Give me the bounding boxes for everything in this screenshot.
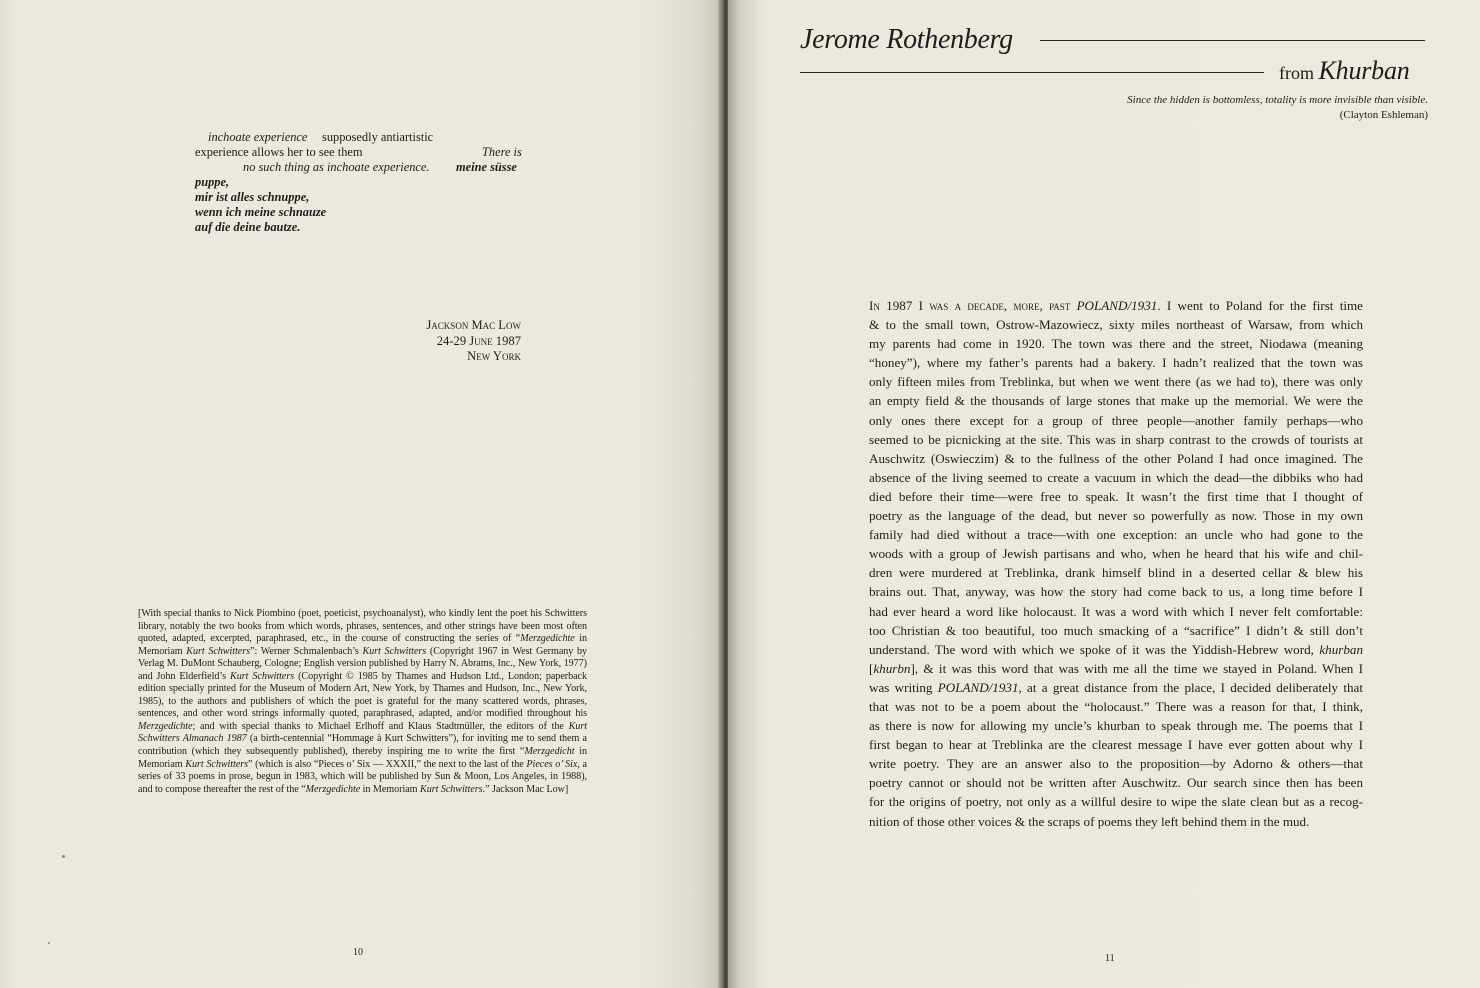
signature-block — [360, 318, 521, 365]
paper-speck — [48, 942, 50, 944]
poem-line-2b: There is — [482, 145, 522, 159]
poem-line-1a: inchoate experience — [208, 130, 308, 144]
prose-line: an empty field & the thousands of large stones that make up the memorial. We were the — [869, 393, 1363, 409]
prose-line: In 1987 I was a decade, more, past POLAND/1931. I went to Poland for the first time — [869, 298, 1363, 313]
prose-line: too Christian & too beautiful, too much smacking of a “sacrifice” I didn’t & still don’t — [869, 622, 1363, 638]
prose-line: write poetry. They are an answer also to the proposition—by Adorno & others—that — [869, 756, 1363, 772]
poem-line-3a: no such thing as inchoate experience. — [243, 160, 430, 174]
prose-line: “honey”), where my father’s parents had a bakery. I hadn’t realized that the town was — [869, 355, 1363, 371]
prose-line: for the origins of poetry, not only as a willful desire to wipe the slate clean but as a recog- — [869, 794, 1363, 810]
signature-date: 24-29 June 1987 — [436, 333, 521, 348]
poem-line-7: auf die deine bautze. — [195, 220, 301, 234]
prose-line: had ever heard a word like holocaust. It was a word with which I never felt comfortable: — [869, 603, 1363, 619]
prose-line: my parents had come in 1920. The town was there and the street, Niodawa (meaning — [869, 336, 1363, 352]
poem-line-6: wenn ich meine schnauze — [195, 205, 327, 219]
poem-line-4: puppe, — [195, 175, 230, 189]
prose-line: first began to hear at Treblinka are the clearest message I have ever gotten about why I — [869, 737, 1363, 753]
prose-body — [869, 296, 1363, 831]
prose-line: only ones there except for a group of three people—another family perhaps—who — [869, 412, 1363, 428]
prose-line: & to the small town, Ostrow-Mazowiecz, sixty miles northeast of Warsaw, from which — [869, 317, 1363, 333]
prose-line: nition of those other voices & the scraps of poems they left behind them in the mud. — [869, 813, 1310, 829]
prose-line: Auschwitz (Oswieczim) & to the fullness of the other Poland I had once imagined. The — [869, 450, 1363, 466]
signature-name: Jackson Mac Low — [426, 318, 521, 332]
prose-line: [khurbn], & it was this word that was with me all the time we stayed in Poland. When I — [869, 660, 1363, 676]
page-number-right: 11 — [1105, 953, 1115, 964]
prose-line: poetry cannot or should not be written after Auschwitz. Our search since then has been — [869, 775, 1363, 791]
epigraph-quote: Since the hidden is bottomless, totality is more invisible than visible. — [1127, 94, 1428, 106]
section-title — [1279, 56, 1410, 86]
paper-speck — [62, 855, 65, 858]
poem-line-3b: meine süsse — [456, 160, 517, 174]
epigraph-attribution: (Clayton Eshleman) — [1339, 108, 1428, 121]
prose-line: as there is now for allowing my uncle’s khurban to speak through me. The poems that I — [869, 718, 1363, 734]
poem-line-5: mir ist alles schnuppe, — [195, 190, 310, 204]
prose-line: family had died without a trace—with one exception: an uncle who had gone to the — [869, 527, 1363, 543]
poem-line-2a: experience allows her to see them — [195, 145, 363, 159]
prose-line: woods with a group of Jewish partisans and who, when he heard that his wife and chil- — [869, 546, 1363, 562]
prose-line: only fifteen miles from Treblinka, but when we went there (as we had to), there was only — [869, 374, 1363, 390]
prose-line: absence of the living seemed to create a vacuum in which the dead—the dibbiks who had — [869, 469, 1363, 485]
prose-line: poetry as the language of the dead, but never so powerfully as now. Those in my own — [869, 508, 1363, 524]
left-page — [0, 0, 722, 988]
prose-line: was writing POLAND/1931, at a great distance from the place, I decided deliberately that — [869, 679, 1363, 695]
acknowledgment-note: [With special thanks to Nick Piombino (poet, poeticist, psychoanalyst), who kindly lent the poet his Schwitters library, notably the two books from which words, phrases, sentences, and other strings have been most often quoted, adapted, excerpted, paraphrased, etc., in the course of constructing the series of “Merzgedichte in Memoriam Kurt Schwitters”: Werner Schmalenbach’s Kurt Schwitters (Copyright 1967 in West Germany by Verlag M. DuMont Schauberg, Cologne; English version published by Harry N. Abrams, Inc., New York, 1977) and John Elderfield’s Kurt Schwitters (Copyright © 1985 by Thames and Hudson Ltd., London; paperback edition specially printed for the Museum of Modern Art, New York, by Thames and Hudson, Inc., New York, 1985), to the authors and publishers of which the poet is grateful for the many scattered words, phrases, sentences, and other word strings informally quoted, paraphrased, adapted, and/or modified throughout his Merzgedichte; and with special thanks to Michael Erlhoff and Klaus Stadtmüller, the editors of the Kurt Schwitters Almanach 1987 (a birth-centennial “Hommage à Kurt Schwitters”), for inviting me to send them a contribution (which they subsequently published), thereby inspiring me to write the first “Merzgedicht in Memoriam Kurt Schwitters” (which is also “Pieces o’ Six — XXXII,” the next to the last of the Pieces o’ Six, a series of 33 poems in prose, begun in 1983, which will be published by Sun & Moon, Los Angeles, in 1988), and to compose thereafter the rest of the “Merzgedichte in Memoriam Kurt Schwitters.” Jackson Mac Low] — [138, 608, 588, 795]
poem-line-1b: supposedly antiartistic — [322, 130, 434, 144]
author-name: Jerome Rothenberg — [800, 24, 1013, 55]
epigraph — [1100, 93, 1428, 122]
prose-line: brains out. That, anyway, was how the story had come back to us, a long time before I — [869, 584, 1363, 600]
title-khurban: Khurban — [1318, 56, 1410, 85]
prose-line: that was not to be a poem about the “holocaust.” There was a reason for that, I think, — [869, 698, 1363, 714]
from-label: from — [1279, 63, 1314, 83]
prose-line: understand. The word with which we spoke of it was the Yiddish-Hebrew word, khurban — [869, 641, 1363, 657]
page-number-left: 10 — [353, 947, 363, 958]
prose-line: dren were murdered at Treblinka, drank himself blind in a deserted cellar & blew his — [869, 565, 1363, 581]
prose-line: died before their time—were free to speak. It wasn’t the first time that I thought of — [869, 488, 1363, 504]
header-rule-top — [1040, 40, 1425, 41]
header-rule-bottom — [800, 72, 1264, 73]
prose-line: seemed to be picnicking at the site. This was in sharp contrast to the crowds of tourists at — [869, 431, 1363, 447]
signature-place: New York — [467, 349, 521, 364]
